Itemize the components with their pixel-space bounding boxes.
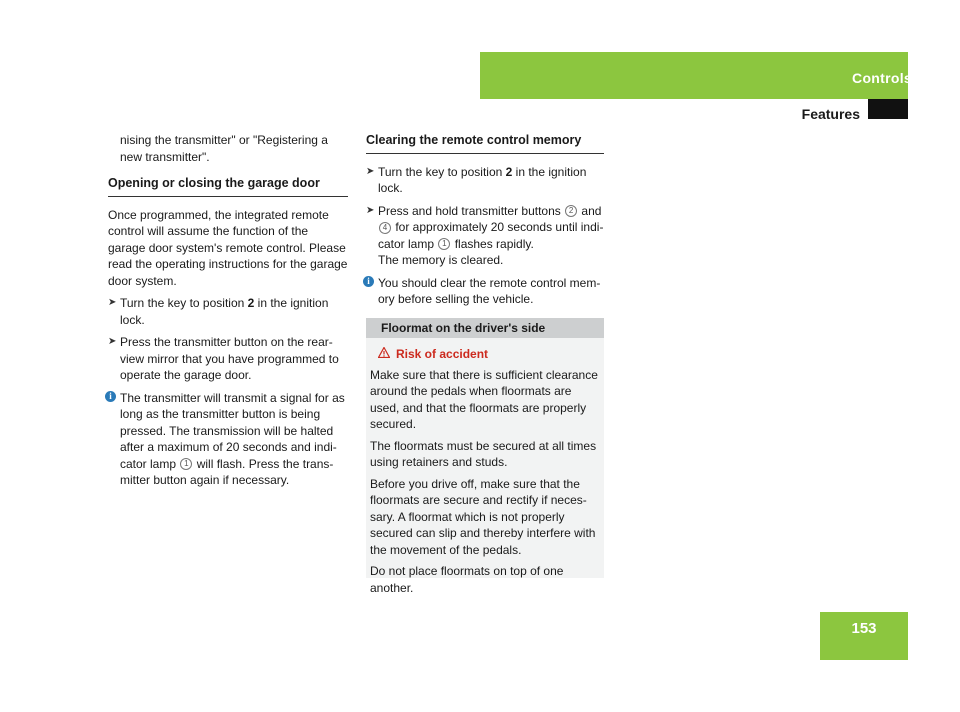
warning-header — [370, 346, 600, 363]
step-item: ➤ Turn the key to position 2 in the ignition lock. — [366, 164, 587, 195]
panel-paragraph: Before you drive off, make sure that the floormats are secure and rectify if neces-sary. A floormat which is not properly secured can slip and thereby interfere with the movement of the pedals. — [370, 476, 596, 557]
warning-title: Risk of accident — [396, 347, 489, 361]
floormat-panel — [366, 318, 604, 595]
step-arrow-icon: ➤ — [108, 336, 117, 347]
callout-number: 2 — [565, 205, 577, 217]
step-item: ➤ Turn the key to position 2 in the ignition lock. — [108, 296, 329, 327]
step-item: ➤ Press the transmitter button on the rear-view mirror that you have programmed to operate the garage door. — [108, 335, 339, 382]
intro-line-2: new transmitter". — [120, 149, 210, 164]
panel-paragraph: The floormats must be secured at all times using retainers and studs. — [370, 438, 597, 469]
intro-text — [108, 132, 348, 165]
callout-number: 1 — [438, 238, 450, 250]
subsection-title: Features — [801, 106, 860, 122]
panel-paragraph: Make sure that there is sufficient clearance around the pedals when floormats are used, and that the floormats are properly secured. — [370, 367, 598, 431]
callout-number: 4 — [379, 222, 391, 234]
garage-door-paragraph: Once programmed, the integrated remote control will assume the function of the garage door system's remote control. Please read the operating instructions for the garage door system. — [108, 207, 348, 288]
page-number-box — [820, 612, 908, 660]
callout-number: 1 — [180, 458, 192, 470]
info-icon: i — [105, 391, 116, 402]
right-column — [366, 132, 604, 314]
panel-body — [366, 338, 604, 596]
warning-triangle-icon — [378, 346, 390, 363]
garage-door-heading: Opening or closing the garage door — [108, 175, 348, 197]
section-tab — [480, 52, 908, 99]
info-note: i The transmitter will transmit a signal for as long as the transmitter button is being pressed. The transmission will be halted after a maximum of 20 seconds and indi-cator lamp 1 will flash. Press the trans-mitter button again if necessary. — [108, 390, 348, 489]
info-icon: i — [363, 276, 374, 287]
step-arrow-icon: ➤ — [366, 204, 375, 216]
step-result: The memory is cleared. — [378, 253, 504, 267]
page-number: 153 — [851, 620, 877, 637]
section-title: Controls — [852, 70, 912, 86]
step-item: ➤ Press and hold transmitter buttons 2 and 4 for approximately 20 seconds until indi-cator lamp 1 flashes rapidly. The memory is cleared. — [366, 203, 604, 267]
intro-line-1: nising the transmitter" or "Registering a — [120, 133, 328, 147]
panel-paragraph: Do not place floormats on top of one another. — [370, 564, 564, 595]
left-column — [108, 132, 348, 495]
info-note: i You should clear the remote control mem-ory before selling the vehicle. — [366, 275, 604, 308]
clear-memory-heading: Clearing the remote control memory — [366, 132, 604, 154]
panel-title: Floormat on the driver's side — [366, 318, 604, 338]
step-arrow-icon: ➤ — [366, 165, 375, 177]
step-arrow-icon: ➤ — [108, 297, 117, 308]
section-marker — [868, 99, 908, 119]
